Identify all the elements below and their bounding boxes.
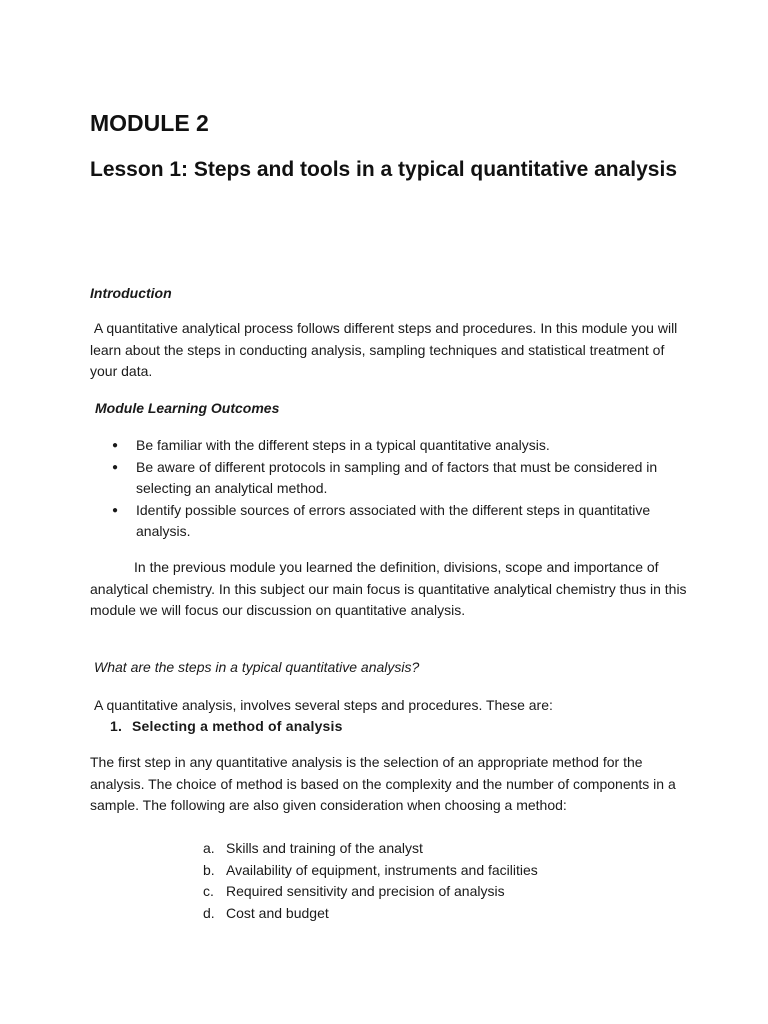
learning-outcome-text: Be aware of different protocols in sampling and of factors that must be considered in selecting an analytical method. [136, 458, 658, 496]
introduction-paragraph: A quantitative analytical process follows different steps and procedures. In this module you will learn about the steps in conducting analysis, sampling techniques and statistical treatment of your data. [90, 320, 682, 379]
learning-outcome-item [90, 435, 690, 457]
steps-question: What are the steps in a typical quantitative analysis? [94, 659, 420, 675]
method-considerations-list [203, 838, 538, 924]
consideration-letter: d. [203, 904, 215, 921]
consideration-item [203, 903, 538, 925]
learning-outcome-text: Be familiar with the different steps in a typical quantitative analysis. [136, 437, 550, 453]
previous-module-paragraph [90, 557, 690, 622]
introduction-heading: Introduction [90, 285, 172, 301]
step-1-heading [110, 716, 343, 738]
step-title: Selecting a method of analysis [132, 718, 343, 734]
consideration-item [203, 838, 538, 860]
consideration-item [203, 881, 538, 903]
module-title: MODULE 2 [90, 110, 209, 136]
previous-module-text: In the previous module you learned the definition, divisions, scope and importance of analytical chemistry. In this subject our main focus is quantitative analytical chemistry thus in this module we will focus our discussion on quantitative analysis. [90, 559, 687, 618]
bullet-icon: ● [112, 461, 119, 473]
learning-outcomes-heading: Module Learning Outcomes [95, 400, 280, 416]
consideration-letter: b. [203, 861, 215, 878]
steps-intro-paragraph: A quantitative analysis, involves several steps and procedures. These are: [94, 697, 553, 713]
learning-outcome-item [90, 457, 690, 500]
consideration-text: Required sensitivity and precision of analysis [226, 883, 505, 899]
bullet-icon: ● [112, 440, 119, 451]
step-1-paragraph: The first step in any quantitative analysis is the selection of an appropriate method for the analysis. The choice of method is based on the complexity and the number of components in a sample. The following are also given consideration when choosing a method: [90, 754, 676, 813]
consideration-text: Cost and budget [226, 904, 329, 921]
consideration-letter: a. [203, 840, 215, 856]
learning-outcome-item [90, 500, 690, 543]
consideration-text: Availability of equipment, instruments and facilities [226, 861, 538, 878]
lesson-title: Lesson 1: Steps and tools in a typical quantitative analysis [90, 158, 677, 181]
learning-outcome-text: Identify possible sources of errors associated with the different steps in quantitative analysis. [136, 501, 651, 539]
consideration-letter: c. [203, 883, 214, 899]
step-number: 1. [110, 718, 123, 734]
bullet-icon: ● [112, 504, 119, 516]
consideration-item [203, 860, 538, 882]
consideration-text: Skills and training of the analyst [226, 840, 423, 856]
learning-outcomes-list [90, 435, 690, 543]
